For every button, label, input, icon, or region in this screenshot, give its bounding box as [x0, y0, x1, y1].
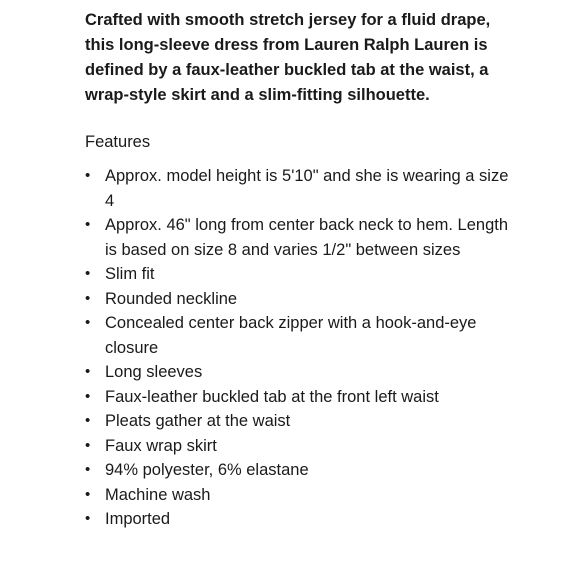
bullet-icon: • [85, 314, 91, 331]
scrollbar-track[interactable] [510, 0, 516, 400]
feature-item [85, 507, 510, 532]
bullet-icon: • [85, 412, 91, 429]
bullet-icon: • [85, 363, 91, 380]
feature-text: 94% polyester, 6% elastane [105, 461, 309, 479]
feature-item [85, 458, 510, 483]
bullet-icon: • [85, 387, 91, 405]
feature-text: Faux-leather buckled tab at the front left waist [105, 387, 439, 406]
bullet-icon: • [85, 485, 91, 503]
feature-item [85, 287, 510, 312]
feature-item [85, 434, 510, 459]
feature-text: Machine wash [105, 485, 211, 504]
bullet-icon: • [85, 436, 91, 454]
bullet-icon: • [85, 265, 91, 282]
feature-text: Approx. model height is 5'10" and she is wearing a size 4 [105, 167, 509, 210]
feature-item [85, 262, 510, 287]
feature-text: Rounded neckline [105, 289, 238, 308]
feature-text: Concealed center back zipper with a hook-and-eye closure [105, 314, 477, 357]
feature-item [85, 409, 510, 434]
features-heading: Features [85, 133, 151, 151]
feature-item [85, 164, 510, 213]
feature-item [85, 213, 510, 262]
feature-item [85, 311, 510, 360]
feature-item [85, 483, 510, 508]
bullet-icon: • [85, 289, 91, 307]
product-details [85, 8, 510, 532]
feature-text: Slim fit [105, 265, 155, 283]
feature-text: Long sleeves [105, 363, 203, 381]
feature-text: Approx. 46" long from center back neck to hem. Length is based on size 8 and varies 1/2" between sizes [105, 216, 509, 259]
bullet-icon: • [85, 216, 91, 233]
feature-text: Imported [105, 510, 171, 528]
bullet-icon: • [85, 461, 91, 478]
feature-text: Pleats gather at the waist [105, 412, 291, 430]
feature-item [85, 385, 510, 410]
bullet-icon: • [85, 167, 91, 184]
product-description: Crafted with smooth stretch jersey for a fluid drape, this long-sleeve dress from Lauren Ralph Lauren is defined by a faux-leather buckled tab at the waist, a wrap-style skirt and a slim-fitting silhouette. [85, 11, 491, 104]
bullet-icon: • [85, 510, 91, 527]
features-list [85, 164, 510, 532]
feature-text: Faux wrap skirt [105, 436, 217, 455]
feature-item [85, 360, 510, 385]
